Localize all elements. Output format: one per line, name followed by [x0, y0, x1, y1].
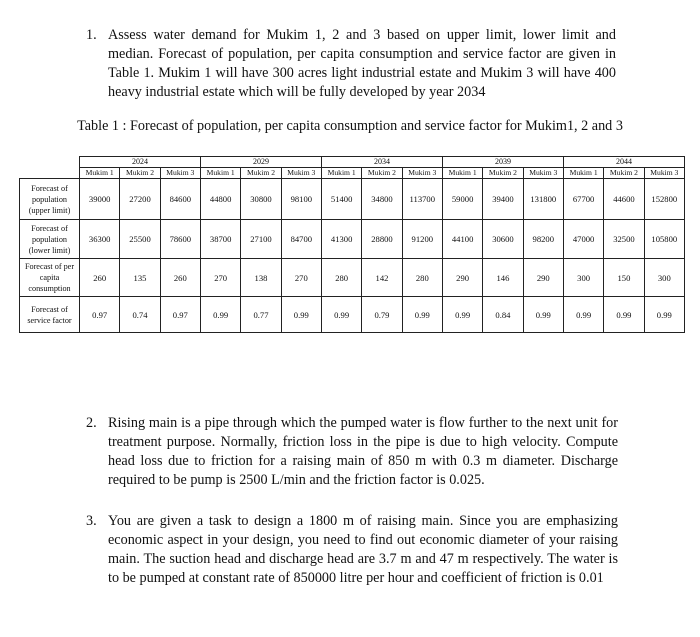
- year-header: 2044: [563, 157, 684, 168]
- table-cell: 280: [402, 259, 442, 297]
- table-row: [20, 220, 685, 259]
- table-cell: 84700: [281, 220, 321, 259]
- table-cell: 36300: [80, 220, 120, 259]
- mukim-header: Mukim 2: [604, 168, 644, 179]
- table-cell: 0.97: [160, 297, 200, 333]
- mukim-header: Mukim 3: [402, 168, 442, 179]
- mukim-header: Mukim 1: [80, 168, 120, 179]
- table-cell: 270: [281, 259, 321, 297]
- table-row: [20, 259, 685, 297]
- table-cell: 44600: [604, 179, 644, 220]
- table-cell: 59000: [442, 179, 482, 220]
- table-cell: 0.99: [281, 297, 321, 333]
- table-cell: 39000: [80, 179, 120, 220]
- mukim-header: Mukim 2: [483, 168, 523, 179]
- table-cell: 0.84: [483, 297, 523, 333]
- question-2-text: Rising main is a pipe through which the pumped water is flow further to the next unit for treatment purpose. Normally, friction loss in the pipe is due to high velocity. Compute head loss due to friction for a raising main of 850 m with 0.3 m diameter. Discharge required to be pump is 2500 L/min and the friction factor is 0.025.: [108, 415, 618, 488]
- table-cell: 0.99: [604, 297, 644, 333]
- mukim-header: Mukim 1: [442, 168, 482, 179]
- table-cell: 34800: [362, 179, 402, 220]
- table-cell: 280: [321, 259, 361, 297]
- mukim-header: Mukim 3: [160, 168, 200, 179]
- year-header: 2029: [200, 157, 321, 168]
- table-caption: Table 1 : Forecast of population, per capita consumption and service factor for Mukim1, 2 and 3: [77, 118, 623, 134]
- table-row: [20, 297, 685, 333]
- table-cell: 300: [644, 259, 684, 297]
- table-cell: 113700: [402, 179, 442, 220]
- table-cell: 84600: [160, 179, 200, 220]
- question-2: [86, 414, 618, 494]
- mukim-header: Mukim 3: [281, 168, 321, 179]
- table-cell: 142: [362, 259, 402, 297]
- table-cell: 0.99: [563, 297, 603, 333]
- table-cell: 44100: [442, 220, 482, 259]
- table-cell: 78600: [160, 220, 200, 259]
- question-1-number: 1.: [86, 27, 97, 43]
- row-label: Forecast of service factor: [20, 297, 80, 333]
- table-cell: 51400: [321, 179, 361, 220]
- table-cell: 0.99: [402, 297, 442, 333]
- table-cell: 0.74: [120, 297, 160, 333]
- table-corner: [20, 157, 80, 179]
- row-label: Forecast of population (upper limit): [20, 179, 80, 220]
- table-cell: 0.99: [321, 297, 361, 333]
- table-cell: 0.99: [644, 297, 684, 333]
- mukim-header: Mukim 2: [120, 168, 160, 179]
- mukim-header-row: [20, 168, 685, 179]
- table-cell: 25500: [120, 220, 160, 259]
- table-cell: 290: [442, 259, 482, 297]
- table-cell: 0.99: [523, 297, 563, 333]
- table-cell: 27200: [120, 179, 160, 220]
- mukim-header: Mukim 3: [523, 168, 563, 179]
- row-label: Forecast of population (lower limit): [20, 220, 80, 259]
- question-3: [86, 512, 618, 612]
- table-cell: 0.99: [442, 297, 482, 333]
- mukim-header: Mukim 2: [241, 168, 281, 179]
- year-header-row: [20, 157, 685, 168]
- question-1-text: Assess water demand for Mukim 1, 2 and 3 based on upper limit, lower limit and median. Forecast of population, per capita consumption and service factor are given in Table 1. Mukim 1 will have 300 acres light industrial estate and Mukim 3 will have 400 heavy industrial estate which will be fully developed by year 2034: [108, 27, 616, 100]
- table-cell: 0.97: [80, 297, 120, 333]
- table-cell: 135: [120, 259, 160, 297]
- table-cell: 30600: [483, 220, 523, 259]
- table-cell: 290: [523, 259, 563, 297]
- mukim-header: Mukim 1: [563, 168, 603, 179]
- table-cell: 131800: [523, 179, 563, 220]
- table-cell: 47000: [563, 220, 603, 259]
- mukim-header: Mukim 2: [362, 168, 402, 179]
- table-cell: 98200: [523, 220, 563, 259]
- table-cell: 67700: [563, 179, 603, 220]
- question-3-number: 3.: [86, 513, 97, 529]
- table-cell: 91200: [402, 220, 442, 259]
- year-header: 2024: [80, 157, 201, 168]
- table-cell: 30800: [241, 179, 281, 220]
- table-cell: 260: [80, 259, 120, 297]
- table-cell: 0.77: [241, 297, 281, 333]
- question-1: [86, 26, 618, 106]
- table-cell: 0.79: [362, 297, 402, 333]
- forecast-table: [19, 156, 685, 333]
- mukim-header: Mukim 1: [200, 168, 240, 179]
- table-cell: 150: [604, 259, 644, 297]
- mukim-header: Mukim 1: [321, 168, 361, 179]
- table-cell: 300: [563, 259, 603, 297]
- table-row: [20, 179, 685, 220]
- question-2-number: 2.: [86, 415, 97, 431]
- table-cell: 146: [483, 259, 523, 297]
- table-cell: 32500: [604, 220, 644, 259]
- table-cell: 41300: [321, 220, 361, 259]
- row-label: Forecast of per capita consumption: [20, 259, 80, 297]
- table-cell: 105800: [644, 220, 684, 259]
- table-cell: 44800: [200, 179, 240, 220]
- table-cell: 138: [241, 259, 281, 297]
- mukim-header: Mukim 3: [644, 168, 684, 179]
- year-header: 2039: [442, 157, 563, 168]
- table-cell: 0.99: [200, 297, 240, 333]
- table-cell: 152800: [644, 179, 684, 220]
- table-cell: 270: [200, 259, 240, 297]
- year-header: 2034: [321, 157, 442, 168]
- question-3-text: You are given a task to design a 1800 m of raising main. Since you are emphasizing economic aspect in your design, you need to find out economic diameter of your raising main. The suction head and discharge head are 3.7 m and 47 m respectively. The water is to be pumped at constant rate of 850000 litre per hour and coefficient of friction is 0.01: [108, 513, 618, 586]
- table-cell: 98100: [281, 179, 321, 220]
- table-cell: 28800: [362, 220, 402, 259]
- table-cell: 39400: [483, 179, 523, 220]
- table-cell: 260: [160, 259, 200, 297]
- table-cell: 27100: [241, 220, 281, 259]
- table-cell: 38700: [200, 220, 240, 259]
